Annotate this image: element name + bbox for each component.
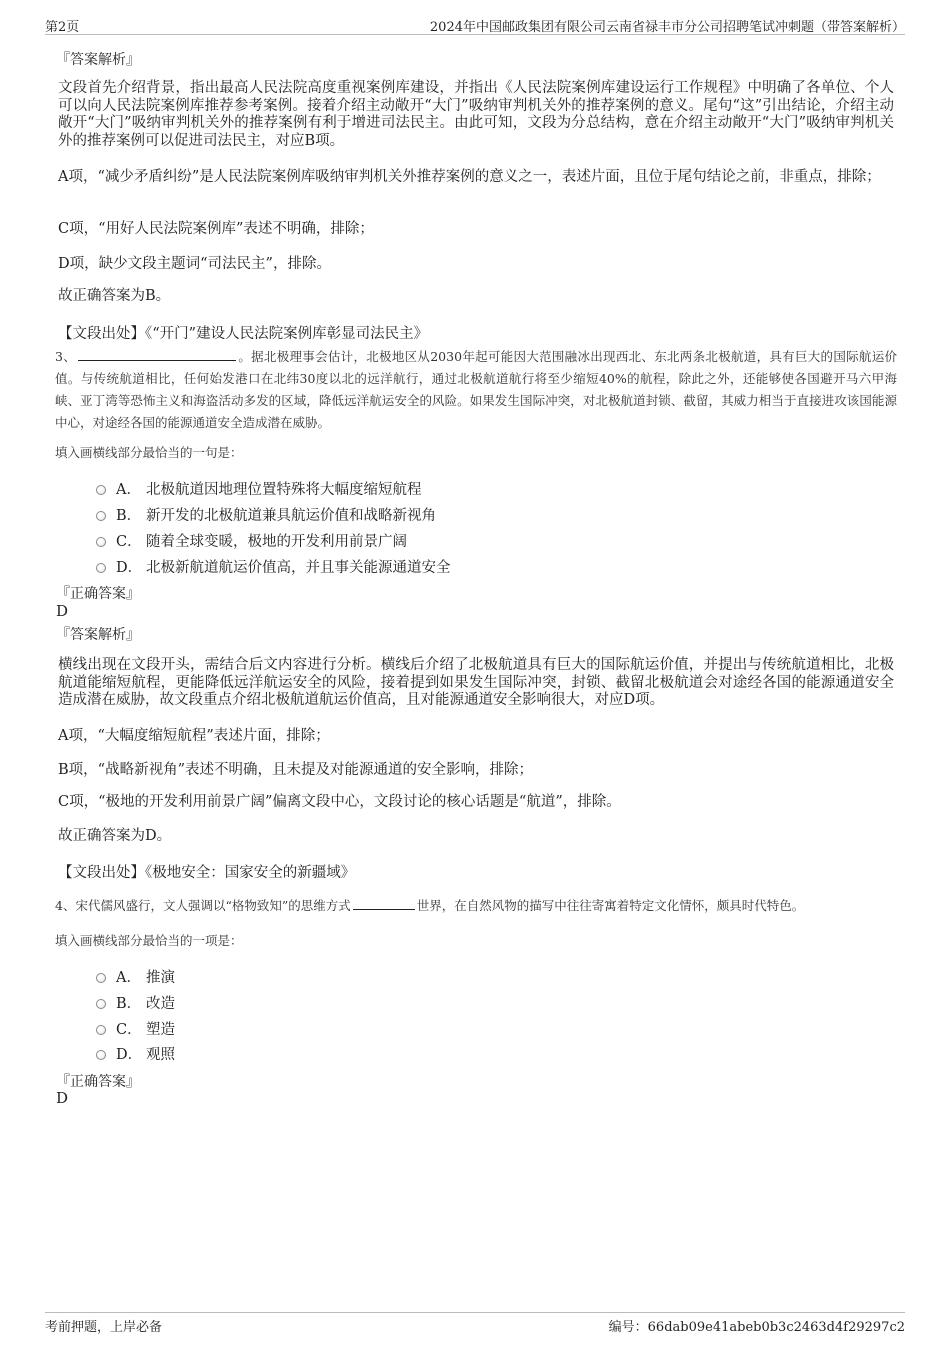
question-prompt: 填入画横线部分最恰当的一句是：: [55, 445, 243, 460]
radio-icon[interactable]: [96, 563, 106, 573]
analysis-option-b: B项，“战略新视角”表述不明确，且未提及对能源通道的安全影响，排除；: [58, 762, 533, 778]
analysis-option-a: A项，“大幅度缩短航程”表述片面，排除；: [58, 728, 330, 744]
radio-icon[interactable]: [96, 973, 106, 983]
analysis-tag: 『答案解析』: [56, 52, 140, 68]
correct-answer-tag: 『正确答案』: [56, 1074, 140, 1090]
option-b[interactable]: B． 新开发的北极航道兼具航运价值和战略新视角: [96, 504, 436, 524]
question-number: 4、: [55, 898, 76, 913]
question-4: [55, 895, 897, 917]
option-b[interactable]: B． 改造: [96, 992, 175, 1012]
page-number: 第2页: [45, 20, 80, 35]
conclusion: 故正确答案为D。: [58, 828, 172, 844]
analysis-option-a: A项，“减少矛盾纠纷”是人民法院案例库吸纳审判机关外推荐案例的意义之一，表述片面，且位于尾句结论之前，非重点，排除；: [58, 169, 881, 185]
document-title: 2024年中国邮政集团有限公司云南省禄丰市分公司招聘笔试冲刺题（带答案解析）: [429, 20, 905, 35]
option-a[interactable]: A． 推演: [96, 966, 175, 986]
option-d[interactable]: D． 北极新航道航运价值高，并且事关能源通道安全: [96, 556, 451, 576]
fill-blank: [353, 897, 415, 910]
option-c[interactable]: C． 随着全球变暖，极地的开发利用前景广阔: [96, 530, 407, 550]
radio-icon[interactable]: [96, 485, 106, 495]
correct-answer: D: [56, 602, 69, 620]
correct-answer-tag: 『正确答案』: [56, 586, 140, 602]
analysis-paragraph: 文段首先介绍背景，指出最高人民法院高度重视案例库建设，并指出《人民法院案例库建设运行工作规程》中明确了各单位、个人可以向人民法院案例库推荐参考案例。接着介绍主动敞开“大门”吸纳审判机关外的推荐案例的意义。尾句“这”引出结论，介绍主动敞开“大门”吸纳审判机关外的推荐案例有利于增进司法民主。由此可知，文段为分总结构，意在介绍主动敞开“大门”吸纳审判机关外的推荐案例可以促进司法民主，对应B项。: [58, 80, 894, 149]
question-prompt: 填入画横线部分最恰当的一项是：: [55, 933, 243, 948]
correct-answer: D: [56, 1089, 69, 1107]
page-header: [45, 14, 905, 35]
analysis-tag: 『答案解析』: [56, 627, 140, 643]
question-3: [55, 346, 897, 434]
question-number: 3、: [55, 349, 77, 364]
radio-icon[interactable]: [96, 1050, 106, 1060]
question-text-after: 世界，在自然风物的描写中往往寄寓着特定文化情怀，颇具时代特色。: [416, 898, 805, 913]
footer-slogan: 考前押题，上岸必备: [45, 1320, 163, 1335]
radio-icon[interactable]: [96, 1025, 106, 1035]
option-a[interactable]: A． 北极航道因地理位置特殊将大幅度缩短航程: [96, 478, 422, 498]
question-text-before: 宋代儒风盛行，文人强调以“格物致知”的思维方式: [75, 898, 351, 913]
option-d[interactable]: D． 观照: [96, 1043, 175, 1063]
footer-serial: 编号：66dab09e41abeb0b3c2463d4f29297c2: [608, 1320, 905, 1335]
analysis-option-c: C项，“极地的开发利用前景广阔”偏离文段中心，文段讨论的核心话题是“航道”，排除。: [58, 794, 621, 810]
passage-source: 【文段出处】《极地安全：国家安全的新疆域》: [58, 865, 356, 881]
radio-icon[interactable]: [96, 999, 106, 1009]
option-c[interactable]: C． 塑造: [96, 1018, 175, 1038]
radio-icon[interactable]: [96, 511, 106, 521]
analysis-option-c: C项，“用好人民法院案例库”表述不明确，排除；: [58, 221, 374, 237]
passage-source: 【文段出处】《“开门”建设人民法院案例库彰显司法民主》: [58, 326, 429, 342]
conclusion: 故正确答案为B。: [58, 288, 171, 304]
fill-blank: [78, 348, 236, 361]
question-text: 。据北极理事会估计，北极地区从2030年起可能因大范围融冰出现西北、东北两条北极航道，具有巨大的国际航运价值。与传统航道相比，任何始发港口在北纬30度以北的远洋航行，通过北极航道航行将至少缩短40%的航程，除此之外，还能够使各国避开马六甲海峡、亚丁湾等恐怖主义和海盗活动多发的区域，降低远洋航运安全的风险。如果发生国际冲突，对北极航道封锁、截留，其威力相当于直接进攻该国能源中心，对途经各国的能源通道安全造成潜在威胁。: [55, 349, 897, 430]
page-footer: [45, 1312, 905, 1335]
analysis-option-d: D项，缺少文段主题词“司法民主”，排除。: [58, 256, 331, 272]
analysis-paragraph: 横线出现在文段开头，需结合后文内容进行分析。横线后介绍了北极航道具有巨大的国际航运价值，并提出与传统航道相比，北极航道能缩短航程，更能降低远洋航运安全的风险，接着提到如果发生国际冲突，封锁、截留北极航道会对途经各国的能源通道安全造成潜在威胁，故文段重点介绍北极航道航运价值高，且对能源通道安全影响很大，对应D项。: [58, 657, 894, 708]
radio-icon[interactable]: [96, 537, 106, 547]
